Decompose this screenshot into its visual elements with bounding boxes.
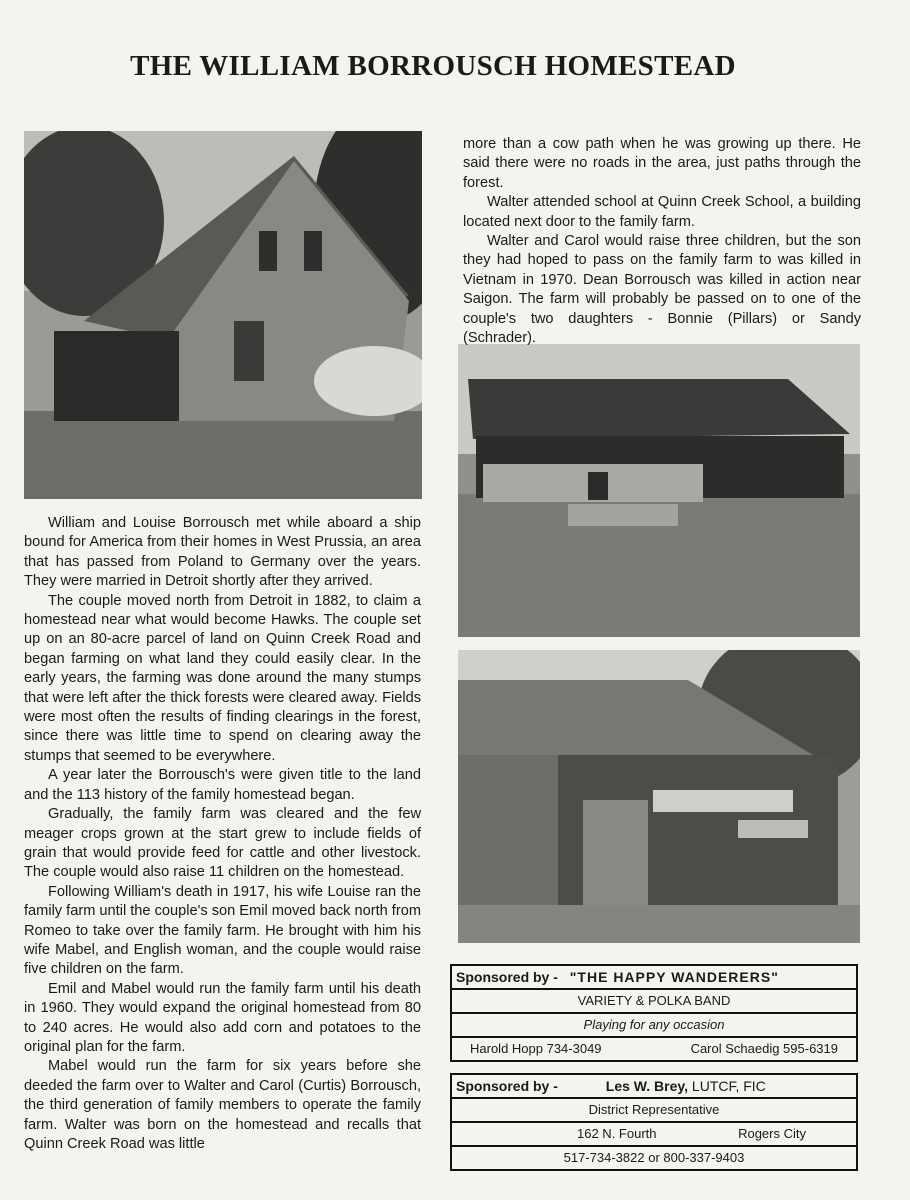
sponsor-line: District Representative — [452, 1097, 856, 1121]
sponsor-phones: 517-734-3822 or 800-337-9403 — [452, 1145, 856, 1169]
sponsor-name: "THE HAPPY WANDERERS" — [569, 969, 779, 985]
sponsor-contact: Carol Schaedig 595-6319 — [690, 1041, 838, 1056]
sponsor-label: Sponsored by - — [456, 1078, 558, 1094]
sponsor-address: 162 N. Fourth — [577, 1126, 657, 1141]
sponsor-name: Les W. Brey, — [605, 1078, 689, 1094]
left-paragraph: Following William's death in 1917, his wife Louise ran the family farm until the couple's son Emil moved back north from Romeo to take over the family farm. He brought with him his wife Mabel, and English woman, and the couple would raise five children on the farm. — [24, 883, 421, 978]
sponsor-box-happy-wanderers — [450, 964, 858, 1062]
right-paragraph: Walter attended school at Quinn Creek School, a building located next door to the family farm. — [463, 194, 861, 230]
sponsor-line: Playing for any occasion — [452, 1012, 856, 1036]
left-paragraph: William and Louise Borrousch met while aboard a ship bound for America from their homes in West Prussia, an area that has passed from Poland to Germany over the years. They were married in Detroit shortly after they arrived. — [24, 515, 421, 590]
homestead-house-photo — [24, 131, 422, 499]
sponsor-box-les-brey — [450, 1073, 858, 1171]
left-article-column — [24, 514, 421, 1154]
left-paragraph: The couple moved north from Detroit in 1882, to claim a homestead near what would become Hawks. The couple set up on an 80-acre parcel of land on Quinn Creek Road and began farming on what land they could easily clear. In the early years, the farming was done around the many stumps that were left after the thick forests were cleared away. Fields were most often the results of finding clearings in the forest, since there was little time to spend on clearing away the stumps that seemed to be everywhere. — [24, 592, 421, 764]
left-paragraph: Mabel would run the farm for six years before she deeded the farm over to Walter and Carol (Curtis) Borrousch, the third generation of family members to operate the family farm. Walter was born on the homestead and recalls that Quinn Creek Road was little — [24, 1058, 421, 1152]
sponsor-contact: Harold Hopp 734-3049 — [470, 1041, 602, 1056]
right-article-column — [463, 135, 861, 348]
left-paragraph: A year later the Borrousch's were given title to the land and the 113 history of the family homestead began. — [24, 767, 421, 803]
sponsor-address: Rogers City — [738, 1126, 806, 1141]
sponsor-label: Sponsored by - — [456, 969, 558, 985]
sponsor-line: VARIETY & POLKA BAND — [452, 988, 856, 1012]
left-paragraph: Gradually, the family farm was cleared and the few meager crops grown at the start grew to include fields of grain that would provide feed for cattle and other livestock. The couple would also raise 11 children on the homestead. — [24, 806, 421, 881]
sponsor-credentials: LUTCF, FIC — [691, 1078, 766, 1094]
page-title: THE WILLIAM BORROUSCH HOMESTEAD — [130, 50, 736, 82]
right-paragraph: Walter and Carol would raise three children, but the son they had hoped to pass on the family farm to was killed in Vietnam in 1970. Dean Borrousch was killed in action near Saigon. The farm will probably be passed on to one of the couple's two daughters - Bonnie (Pillars) or Sandy (Schrader). — [463, 233, 861, 347]
left-paragraph: Emil and Mabel would run the family farm until his death in 1960. They would expand the original homestead from 80 to 240 acres. He would also add corn and potatoes to the original plan for the farm. — [24, 980, 421, 1055]
barn-photo — [458, 344, 860, 637]
log-building-photo — [458, 650, 860, 943]
right-paragraph: more than a cow path when he was growing up there. He said there were no roads in the area, just paths through the forest. — [463, 136, 861, 191]
